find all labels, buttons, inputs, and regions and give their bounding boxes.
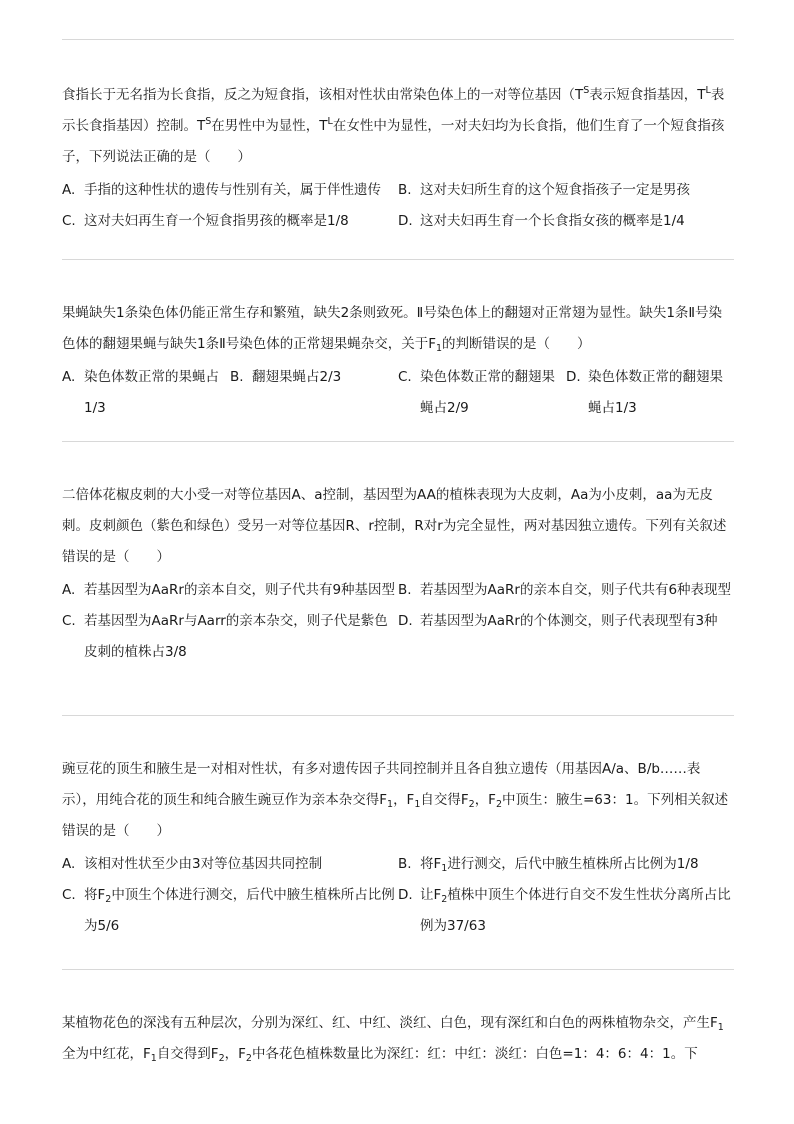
question-3 bbox=[62, 480, 734, 668]
option-d[interactable]: D. 这对夫妇再生育一个长食指女孩的概率是1/4 bbox=[398, 213, 685, 229]
option-b[interactable]: B. 将$F_1$进行测交，后代中腋生植株所占比例为1/8 bbox=[398, 856, 699, 874]
option-a[interactable]: A. 若基因型为AaRr的亲本自交，则子代共有9种基因型 bbox=[62, 582, 396, 598]
option-d[interactable]: D. 让$F_2$植株中顶生个体进行自交不发生性状分离所占比例为37/63 bbox=[398, 887, 731, 934]
question-stem: 二倍体花椒皮刺的大小受一对等位基因A、a控制，基因型为AA的植株表现为大皮刺，Aa为小皮刺，aa为无皮刺。皮刺颜色（紫色和绿色）受另一对等位基因R、r控制，R对r为完全显性，两对基因独立遗传。下列有关叙述错误的是（ ） bbox=[62, 487, 727, 565]
question-stem: 果蝇缺失1条染色体仍能正常生存和繁殖，缺失2条则致死。Ⅱ号染色体上的翻翅对正常翅为显性。缺失1条Ⅱ号染色体的翻翅果蝇与缺失1条Ⅱ号染色体的正常翅果蝇杂交，关于$F_1$的判断错误的是（ ） bbox=[62, 305, 723, 354]
question-2 bbox=[62, 298, 734, 424]
divider bbox=[62, 441, 734, 442]
divider bbox=[62, 259, 734, 260]
divider bbox=[62, 969, 734, 970]
option-a[interactable]: A. 该相对性状至少由3对等位基因共同控制 bbox=[62, 856, 323, 872]
option-c[interactable]: C. 若基因型为AaRr与Aarr的亲本杂交，则子代是紫色皮刺的植株占3/8 bbox=[62, 613, 388, 660]
question-stem: 某植物花色的深浅有五种层次，分别为深红、红、中红、淡红、白色，现有深红和白色的两株植物杂交，产生$F_1$全为中红花，$F_1$自交得到$F_2$，$F_2$中各花色植株数量比为深红：红：中红：淡红：白色=1：4：6：4：1。下 bbox=[62, 1015, 724, 1064]
divider bbox=[62, 39, 734, 40]
question-4 bbox=[62, 754, 734, 942]
option-c[interactable]: C. 这对夫妇再生育一个短食指男孩的概率是1/8 bbox=[62, 213, 349, 229]
divider bbox=[62, 715, 734, 716]
option-d[interactable]: D. 染色体数正常的翻翅果蝇占1/3 bbox=[566, 369, 723, 416]
question-5 bbox=[62, 1008, 734, 1070]
option-c[interactable]: C. 将$F_2$中顶生个体进行测交，后代中腋生植株所占比例为5/6 bbox=[62, 887, 395, 934]
option-b[interactable]: B. 若基因型为AaRr的亲本自交，则子代共有6种表现型 bbox=[398, 582, 732, 598]
question-stem: 食指长于无名指为长食指，反之为短食指，该相对性状由常染色体上的一对等位基因（$T^S$表示短食指基因，$T^L$表示长食指基因）控制。$T^S$在男性中为显性，$T^L$在女性中为显性，一对夫妇均为长食指，他们生育了一个短食指孩子，下列说法正确的是（ ） bbox=[62, 85, 725, 165]
option-a[interactable]: A. 手指的这种性状的遗传与性别有关，属于伴性遗传 bbox=[62, 182, 381, 198]
option-a[interactable]: A. 染色体数正常的果蝇占1/3 bbox=[62, 369, 219, 416]
option-d[interactable]: D. 若基因型为AaRr的个体测交，则子代表现型有3种 bbox=[398, 613, 718, 629]
option-c[interactable]: C. 染色体数正常的翻翅果蝇占2/9 bbox=[398, 369, 555, 416]
question-1 bbox=[62, 80, 734, 237]
option-b[interactable]: B. 翻翅果蝇占2/3 bbox=[230, 369, 342, 385]
question-stem: 豌豆花的顶生和腋生是一对相对性状，有多对遗传因子共同控制并且各自独立遗传（用基因A/a、B/b……表示），用纯合花的顶生和纯合腋生豌豆作为亲本杂交得$F_1$，$F_1$自交得$F_2$，$F_2$中顶生：腋生=63：1。下列相关叙述错误的是（ ） bbox=[62, 761, 729, 839]
option-b[interactable]: B. 这对夫妇所生育的这个短食指孩子一定是男孩 bbox=[398, 182, 690, 198]
